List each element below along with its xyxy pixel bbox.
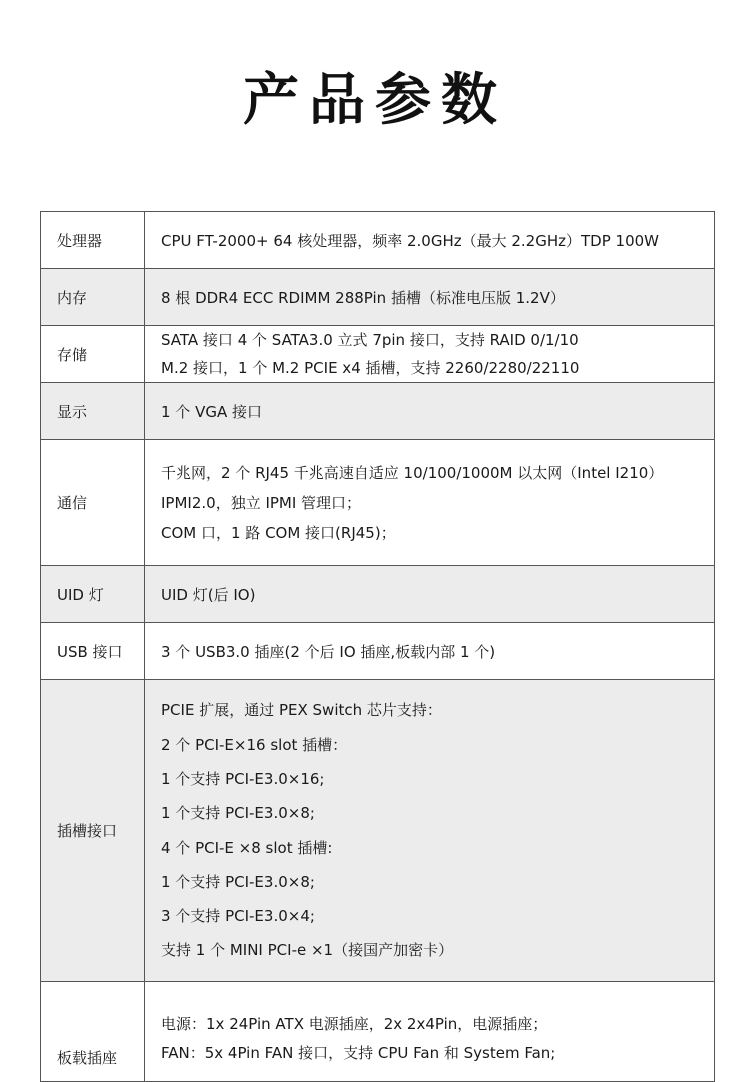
row-label-text: 显示 [57,402,88,421]
table-row [41,326,715,383]
table-row [41,383,715,440]
value-line: 1 个支持 PCI-E3.0×8; [161,804,315,823]
row-label [41,269,145,326]
row-value [145,326,715,383]
row-label [41,440,145,566]
value-line: COM 口，1 路 COM 接口(RJ45)； [161,523,396,542]
row-label [41,383,145,440]
row-value [145,566,715,623]
value-line: PCIE 扩展，通过 PEX Switch 芯片支持： [161,701,442,720]
value-line: 4 个 PCI-E ×8 slot 插槽: [161,838,333,857]
row-value [145,269,715,326]
spec-table [40,211,715,1082]
row-label [41,326,145,383]
value-line: 1 个支持 PCI-E3.0×8; [161,872,315,891]
value-line: FAN：5x 4Pin FAN 接口，支持 CPU Fan 和 System Fan; [161,1043,556,1062]
value-line: UID 灯(后 IO) [161,585,256,604]
value-line: M.2 接口，1 个 M.2 PCIE x4 插槽，支持 2260/2280/22110 [161,359,580,377]
value-line: CPU FT-2000+ 64 核处理器，频率 2.0GHz（最大 2.2GHz）TDP 100W [161,231,659,250]
value-line: 3 个支持 PCI-E3.0×4; [161,907,315,926]
value-line: 1 个支持 PCI-E3.0×16; [161,769,325,788]
value-line: 支持 1 个 MINI PCI-e ×1（接国产加密卡） [161,941,454,960]
row-label [41,212,145,269]
row-label-text: UID 灯 [57,585,104,604]
value-line: IPMI2.0，独立 IPMI 管理口； [161,493,362,512]
row-value [145,440,715,566]
row-label-text: 通信 [57,494,88,512]
value-line: 3 个 USB3.0 插座(2 个后 IO 插座,板载内部 1 个) [161,642,496,661]
row-label-text: 处理器 [57,231,103,250]
value-line: 电源：1x 24Pin ATX 电源插座，2x 2x4Pin，电源插座； [161,1014,548,1033]
row-label [41,680,145,982]
row-label [41,623,145,680]
value-line: 8 根 DDR4 ECC RDIMM 288Pin 插槽（标准电压版 1.2V） [161,288,565,307]
table-row [41,566,715,623]
value-line: SATA 接口 4 个 SATA3.0 立式 7pin 接口，支持 RAID 0/1/10 [161,331,579,349]
value-line: 千兆网，2 个 RJ45 千兆高速自适应 10/100/1000M 以太网（Intel I210） [161,463,664,482]
table-row [41,440,715,566]
table-row [41,680,715,982]
row-value [145,383,715,440]
row-value [145,212,715,269]
row-label-text: 内存 [57,288,88,307]
row-value [145,623,715,680]
row-label-text: 存储 [57,345,88,364]
row-label-text: 插槽接口 [57,822,118,840]
value-line: 2 个 PCI-E×16 slot 插槽： [161,735,348,754]
page-title: 产品参数 [243,68,507,133]
row-label [41,982,145,1082]
table-row [41,269,715,326]
row-label [41,566,145,623]
row-value [145,982,715,1082]
value-line: 1 个 VGA 接口 [161,402,262,421]
table-row [41,212,715,269]
row-value [145,680,715,982]
table-row [41,623,715,680]
table-row [41,982,715,1082]
row-label-text: 板载插座 [57,1049,118,1067]
row-label-text: USB 接口 [57,642,123,661]
